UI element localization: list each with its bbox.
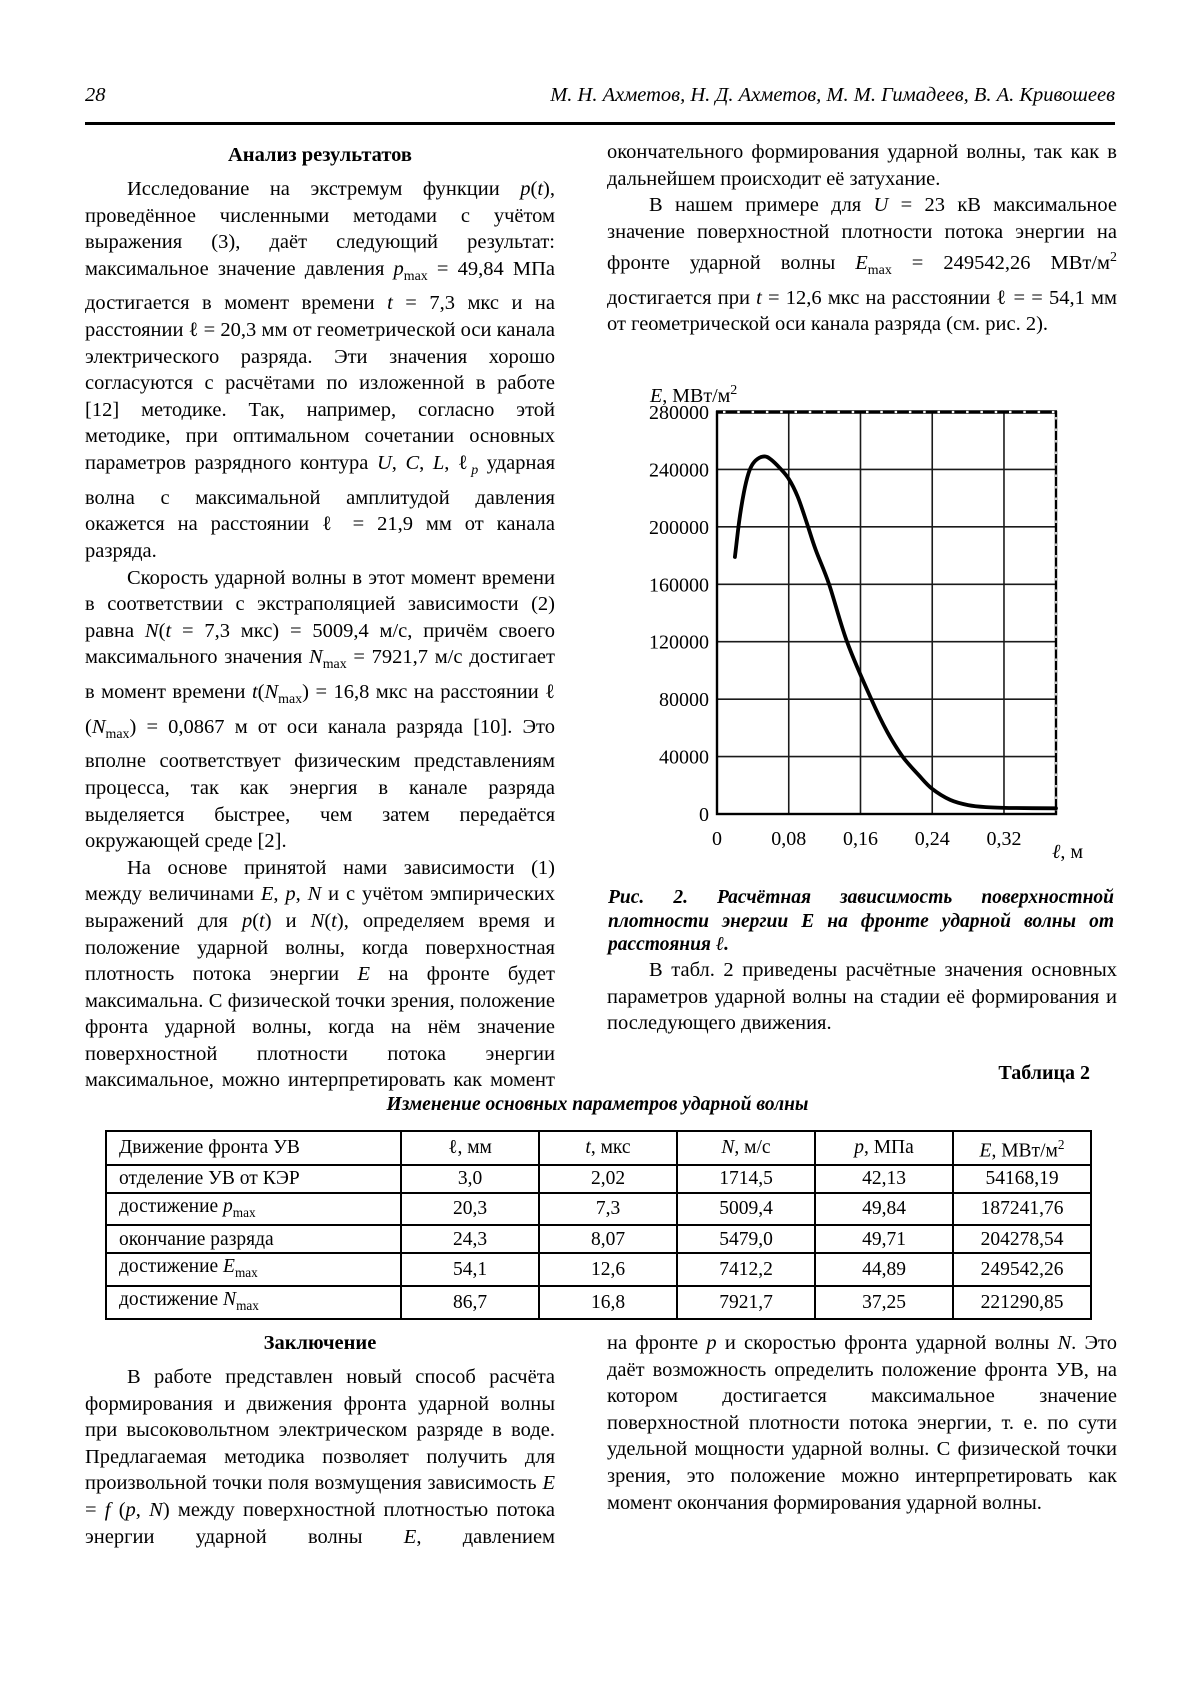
table-row [106, 1193, 1091, 1226]
chart-plot-border [717, 412, 1056, 814]
cell: 16,8 [539, 1286, 677, 1319]
section-heading-analysis: Анализ результатов [228, 144, 412, 166]
paragraph: Скорость ударной волны в этот момент времени в соответствии с экстраполяцией зависимости (2) равна N(t = 7,3 мкс) = 5009,4 м/с, причём своего максимального значения $N_{max} = 7921,7$ м/с достигает в момент времени $t(N_{max}) = 16,8$ мкс на расстоянии ℓ $(N_{max}) = 0,0867$ м от оси канала разряда [10]. Это вполне соответствует физическим представлениям процесса, так как энергия в канале разряда выделяется быстрее, чем затем передаётся окружающей среде [2]. [85, 566, 556, 853]
paragraph: Исследование на экстремум функции p(t), проведённое численными методами с учётом выражения (3), даёт следующий результат: максимальное значение давления $p_{max} = 49,84$ МПа достигается в момент времени t = 7,3 мкс и на расстоянии ℓ = 20,3 мм от геометрической оси канала электрического разряда. Эти значения хорошо согласуются с расчётами по изложенной в работе [12] методике. Так, например, согласно этой методике, при оптимальном сочетании основных параметров разрядного контура U, C, L, ℓ$_p$ ударная волна с максимальной амплитудой давления окажется на расстоянии ℓ = 21,9 мм от канала разряда. [85, 178, 556, 562]
cell: 7412,2 [677, 1253, 815, 1286]
table-row [106, 1165, 1091, 1193]
right-column [607, 139, 1117, 338]
col-header-n: N, м/с [677, 1131, 815, 1165]
section-heading-conclusion: Заключение [263, 1332, 377, 1354]
cell: 49,84 [815, 1193, 953, 1226]
row-name: окончание разряда [106, 1225, 401, 1253]
svg-text:0,08: 0,08 [771, 828, 807, 850]
left-column [85, 140, 555, 1094]
cell: 2,02 [539, 1165, 677, 1193]
figure-2-caption: Рис. 2. Расчётная зависимость поверхностной плотности энергии Е на фронте ударной волны от расстояния ℓ. [608, 887, 1114, 955]
svg-text:0: 0 [712, 828, 722, 850]
cell: 187241,76 [953, 1193, 1091, 1226]
row-name: достижение $p_{max}$ [106, 1193, 401, 1226]
cell: 20,3 [401, 1193, 539, 1226]
row-name: достижение $E_{max}$ [106, 1253, 401, 1286]
table-2 [105, 1130, 1092, 1320]
chart-x-axis-title: ℓ, м [1052, 841, 1083, 863]
table-2-title: Изменение основных параметров ударной волны [386, 1094, 809, 1115]
col-header-motion: Движение фронта УВ [106, 1131, 401, 1165]
cell: 37,25 [815, 1286, 953, 1319]
table-header-row [106, 1131, 1091, 1165]
cell: 1714,5 [677, 1165, 815, 1193]
col-header-l: ℓ, мм [401, 1131, 539, 1165]
paragraph: на фронте p и скоростью фронта ударной волны N. Это даёт возможность определить положение фронта УВ, на котором достигается максимальное значение поверхностной плотности потока энергии, т. е. по сути удельной мощности ударной волны. С физической точки зрения, это положение можно интерпретировать как момент окончания формирования ударной волны. [607, 1332, 1117, 1514]
cell: 7921,7 [677, 1286, 815, 1319]
cell: 49,71 [815, 1225, 953, 1253]
chart-gridlines [717, 412, 1056, 814]
svg-text:160000: 160000 [649, 574, 709, 597]
cell: 44,89 [815, 1253, 953, 1286]
cell: 7,3 [539, 1193, 677, 1226]
chart-y-axis-title: E, МВт/$м^2$ [650, 383, 738, 407]
svg-text:0,32: 0,32 [986, 828, 1022, 850]
cell: 5479,0 [677, 1225, 815, 1253]
svg-text:40000: 40000 [659, 746, 709, 769]
svg-text:0: 0 [699, 804, 709, 826]
table-row [106, 1253, 1091, 1286]
cell: 24,3 [401, 1225, 539, 1253]
paragraph: окончательного формирования ударной волны, так как в дальнейшем происходит её затухание. [607, 141, 1117, 190]
cell: 54168,19 [953, 1165, 1091, 1193]
table-row [106, 1286, 1091, 1319]
cell: 249542,26 [953, 1253, 1091, 1286]
page-authors: М. Н. Ахметов, Н. Д. Ахметов, М. М. Гимадеев, В. А. Кривошеев [550, 84, 1115, 106]
row-name: достижение $N_{max}$ [106, 1286, 401, 1319]
cell: 221290,85 [953, 1286, 1091, 1319]
conclusion-right-column [607, 1330, 1117, 1516]
cell: 86,7 [401, 1286, 539, 1319]
figure-2-chart [600, 350, 1115, 870]
cell: 42,13 [815, 1165, 953, 1193]
paragraph: В работе представлен новый способ расчёта формирования и движения фронта ударной волны при высоковольтном электрическом разряде в воде. Предлагаемая методика позволяет получить для произвольной точки поля возмущения зависимость E = f (p, N) между поверхностной плотностью потока энергии ударной волны E, давлением [85, 1366, 556, 1548]
paragraph: В нашем примере для U = 23 кВ максимальное значение поверхностной плотности потока энергии на фронте ударной волны $E_{max} = 249542,26$ МВт/$м^2$ достигается при t = 12,6 мкс на расстоянии ℓ = = 54,1 мм от геометрической оси канала разряда (см. рис. 2). [607, 194, 1118, 336]
col-header-e: E, МВт/$м^2$ [953, 1131, 1091, 1165]
col-header-p: p, МПа [815, 1131, 953, 1165]
chart-curve [735, 456, 1056, 808]
svg-text:240000: 240000 [649, 459, 709, 482]
conclusion-left-column [85, 1328, 555, 1550]
svg-text:120000: 120000 [649, 631, 709, 654]
paragraph-after-figure: В табл. 2 приведены расчётные значения основных параметров ударной волны на стадии её формирования и последующего движения. [607, 959, 1117, 1035]
svg-text:80000: 80000 [659, 689, 709, 712]
svg-text:0,16: 0,16 [842, 828, 878, 850]
svg-text:200000: 200000 [649, 516, 709, 539]
page-number: 28 [85, 84, 106, 106]
table-2-label: Таблица 2 [998, 1062, 1090, 1084]
cell: 204278,54 [953, 1225, 1091, 1253]
svg-text:280000: 280000 [649, 402, 709, 424]
cell: 8,07 [539, 1225, 677, 1253]
cell: 5009,4 [677, 1193, 815, 1226]
chart-y-tick-labels [649, 402, 709, 826]
col-header-t: t, мкс [539, 1131, 677, 1165]
header-rule [85, 122, 1115, 125]
svg-text:0,24: 0,24 [914, 828, 950, 850]
cell: 54,1 [401, 1253, 539, 1286]
table-row [106, 1225, 1091, 1253]
cell: 3,0 [401, 1165, 539, 1193]
row-name: отделение УВ от КЭР [106, 1165, 401, 1193]
cell: 12,6 [539, 1253, 677, 1286]
chart-x-tick-labels [712, 828, 1021, 850]
paragraph: На основе принятой нами зависимости (1) между величинами E, p, N и с учётом эмпирических выражений для p(t) и N(t), определяем время и положение ударной волны, когда поверхностная плотность потока энергии E на фронте будет максимальна. С физической точки зрения, положение фронта ударной волны, когда на нём значение поверхностной плотности потока энергии максимальное, можно интерпретировать как момент [85, 856, 555, 1092]
